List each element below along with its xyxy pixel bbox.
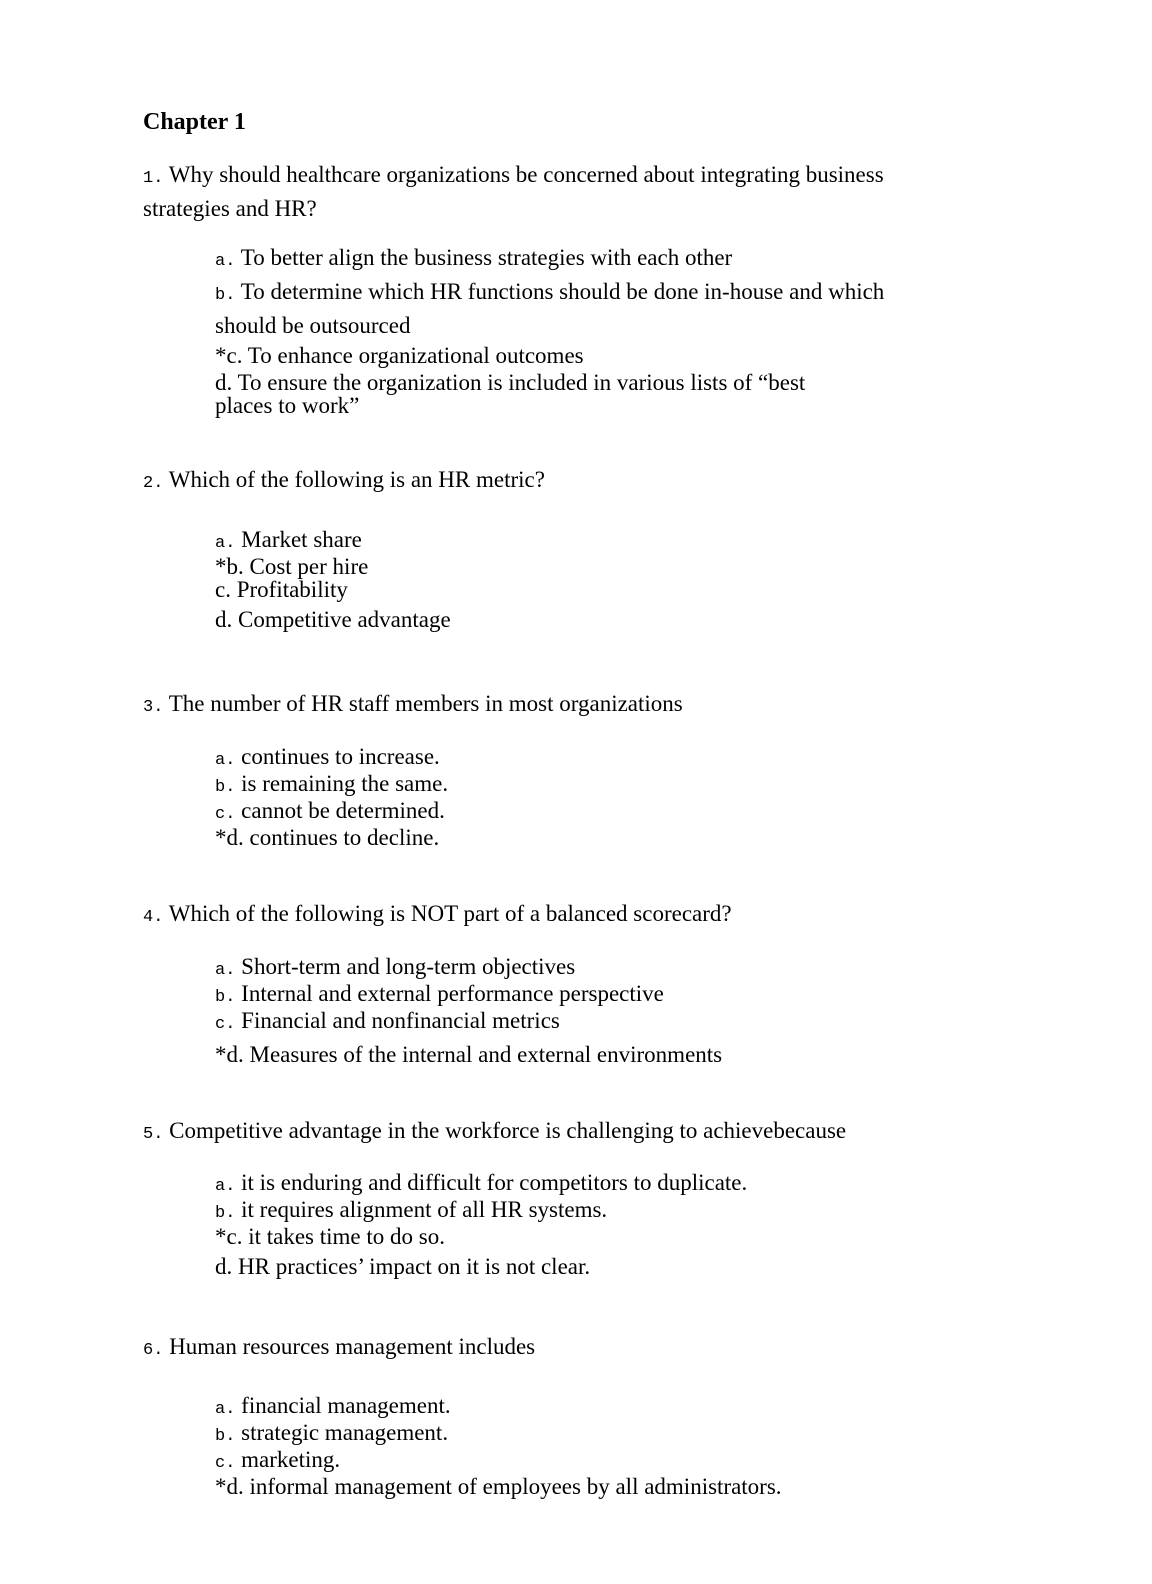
option-letter: c. xyxy=(215,805,236,824)
option-text: *d. informal management of employees by all administrators. xyxy=(215,1474,782,1499)
option-d xyxy=(215,826,935,849)
option-d xyxy=(215,1252,935,1282)
option-letter: c. xyxy=(215,1015,236,1034)
option-text: it is enduring and difficult for competitors to duplicate. xyxy=(241,1170,748,1195)
option-d xyxy=(215,605,935,635)
option-text: c. Profitability xyxy=(215,577,348,602)
option-b xyxy=(215,1198,935,1225)
question-text: Why should healthcare organizations be concerned about integrating business strategies and HR? xyxy=(143,162,884,221)
option-text: *b. Cost per hire xyxy=(215,554,369,579)
question-text: Human resources management includes xyxy=(169,1334,536,1359)
option-letter: a. xyxy=(215,1177,236,1196)
option-text: it requires alignment of all HR systems. xyxy=(241,1197,608,1222)
option-text: financial management. xyxy=(241,1393,451,1418)
chapter-title: Chapter 1 xyxy=(143,109,246,135)
option-letter: a. xyxy=(215,1400,236,1419)
question-number: 6. xyxy=(143,1341,164,1360)
option-letter: c. xyxy=(215,1454,236,1473)
question-2-options xyxy=(215,528,935,635)
option-b xyxy=(215,277,915,341)
question-text: Competitive advantage in the workforce is challenging to achievebecause xyxy=(169,1118,847,1143)
option-text: continues to increase. xyxy=(241,744,440,769)
option-letter: b. xyxy=(215,1427,236,1446)
option-a xyxy=(215,745,935,772)
question-6-options xyxy=(215,1394,935,1498)
question-5 xyxy=(143,1116,923,1150)
option-letter: a. xyxy=(215,751,236,770)
option-letter: b. xyxy=(215,778,236,797)
option-text: d. Competitive advantage xyxy=(215,607,451,632)
question-5-options xyxy=(215,1171,935,1282)
question-number: 2. xyxy=(143,474,164,493)
option-c xyxy=(215,799,935,826)
option-text: is remaining the same. xyxy=(241,771,449,796)
option-text: To better align the business strategies with each other xyxy=(240,245,733,270)
option-c xyxy=(215,341,935,371)
question-text: The number of HR staff members in most organizations xyxy=(168,691,683,716)
option-text: strategic management. xyxy=(241,1420,449,1445)
option-text: *d. Measures of the internal and external environments xyxy=(215,1042,723,1067)
option-letter: a. xyxy=(215,534,236,553)
option-c xyxy=(215,1225,935,1248)
option-text: Short-term and long-term objectives xyxy=(241,954,576,979)
question-number: 5. xyxy=(143,1125,164,1144)
option-text: d. HR practices’ impact on it is not clear. xyxy=(215,1254,591,1279)
option-letter: b. xyxy=(215,988,236,1007)
question-6 xyxy=(143,1332,923,1366)
option-letter: a. xyxy=(215,252,236,271)
question-2 xyxy=(143,465,923,499)
question-4-options xyxy=(215,955,935,1070)
option-text: Internal and external performance perspective xyxy=(241,981,664,1006)
question-4 xyxy=(143,899,923,933)
question-text: Which of the following is an HR metric? xyxy=(168,467,545,492)
option-a xyxy=(215,1394,935,1421)
option-text: marketing. xyxy=(241,1447,341,1472)
option-a xyxy=(215,528,935,555)
option-letter: b. xyxy=(215,286,236,305)
option-c xyxy=(215,578,935,601)
option-letter: b. xyxy=(215,1204,236,1223)
option-letter: a. xyxy=(215,961,236,980)
question-3 xyxy=(143,689,923,723)
option-text: d. To ensure the organization is included in various lists of “best places to work” xyxy=(215,370,806,418)
option-b xyxy=(215,555,935,578)
option-a xyxy=(215,243,935,277)
option-text: To determine which HR functions should be done in-house and which should be outsourced xyxy=(215,279,885,338)
question-text: Which of the following is NOT part of a balanced scorecard? xyxy=(168,901,732,926)
question-number: 1. xyxy=(143,169,164,188)
option-d xyxy=(215,1475,935,1498)
option-d xyxy=(215,371,825,417)
option-c xyxy=(215,1448,935,1475)
option-b xyxy=(215,772,935,799)
option-text: Market share xyxy=(241,527,362,552)
question-number: 4. xyxy=(143,908,164,927)
option-a xyxy=(215,955,935,982)
option-c xyxy=(215,1009,935,1036)
question-number: 3. xyxy=(143,698,164,717)
option-d xyxy=(215,1040,935,1070)
question-1-options xyxy=(215,243,935,417)
option-a xyxy=(215,1171,935,1198)
option-text: *d. continues to decline. xyxy=(215,825,440,850)
option-text: cannot be determined. xyxy=(241,798,445,823)
option-text: *c. To enhance organizational outcomes xyxy=(215,343,584,368)
option-text: Financial and nonfinancial metrics xyxy=(241,1008,560,1033)
option-text: *c. it takes time to do so. xyxy=(215,1224,445,1249)
option-b xyxy=(215,982,935,1009)
option-b xyxy=(215,1421,935,1448)
question-1 xyxy=(143,160,923,224)
question-3-options xyxy=(215,745,935,849)
